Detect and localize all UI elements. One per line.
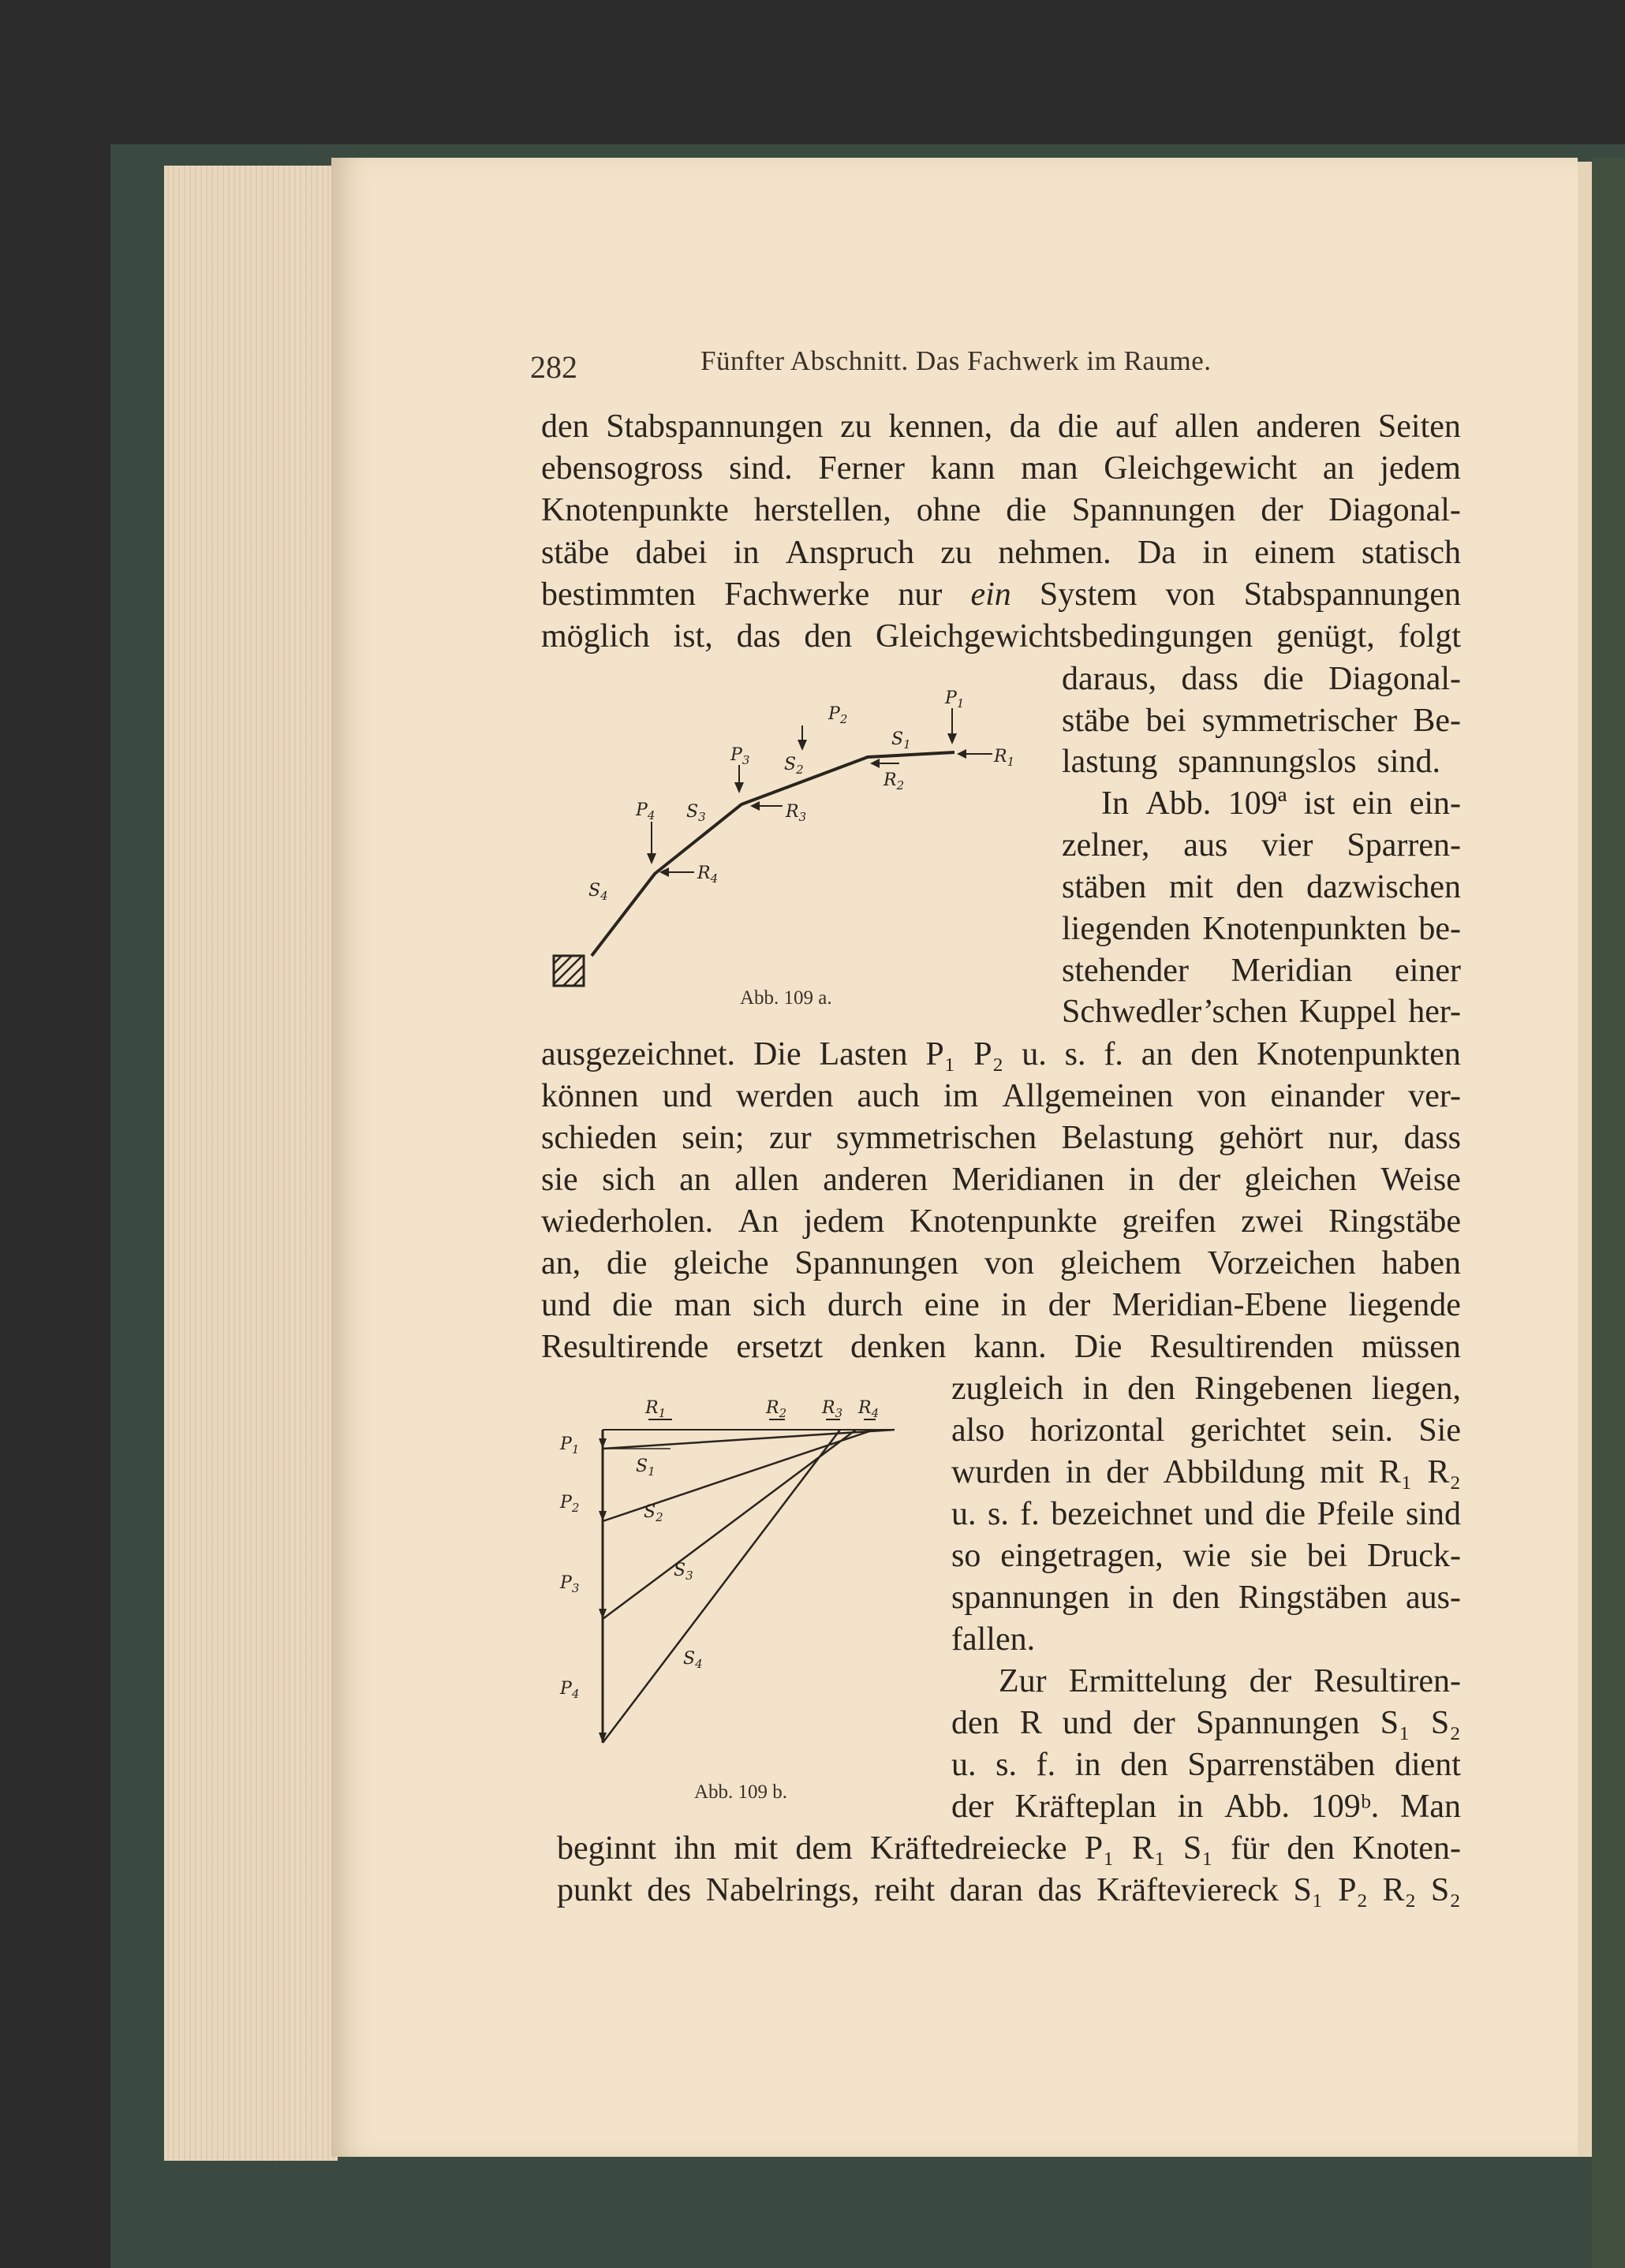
text-line: und die man sich durch eine in der Meridian-Ebene liegende (541, 1287, 1461, 1323)
text-line: wiederholen. An jedem Knotenpunkte greifen zwei Ringstäbe (541, 1203, 1461, 1240)
text-line: Schwedler’schen Kuppel her- (1062, 994, 1461, 1030)
fig-a-label: $P_4$ (636, 800, 656, 823)
text-line: schieden sein; zur symmetrischen Belastung gehört nur, dass (541, 1120, 1461, 1156)
text-line: lastung spannungslos sind. (1062, 744, 1440, 780)
text-line: punkt des Nabelrings, reiht daran das Kräfteviereck S₁ P₂ R₂ S₂ (557, 1872, 1461, 1908)
fig-b-label: $S_3$ (674, 1561, 693, 1583)
text-line: ausgezeichnet. Die Lasten P₁ P₂ u. s. f. an den Knotenpunkten (541, 1036, 1461, 1072)
text-line: Resultirende ersetzt denken kann. Die Resultirenden müssen (541, 1329, 1461, 1365)
text-line: liegenden Knotenpunkten be- (1062, 911, 1461, 947)
text-line: Knotenpunkte herstellen, ohne die Spannungen der Diagonal- (541, 492, 1461, 528)
text-line: ebensogross sind. Ferner kann man Gleichgewicht an jedem (541, 450, 1461, 487)
text-line: wurden in der Abbildung mit R₁ R₂ (951, 1454, 1461, 1490)
text-line: Zur Ermittelung der Resultiren- (999, 1663, 1461, 1699)
page-number: 282 (530, 349, 577, 385)
fig-a-label: $S_3$ (686, 802, 706, 824)
text-line: u. s. f. in den Sparrenstäben dient (951, 1747, 1461, 1783)
running-head: Fünfter Abschnitt. Das Fachwerk im Raume. (700, 345, 1212, 376)
text-line: den Stabspannungen zu kennen, da die auf allen anderen Seiten (541, 408, 1461, 445)
text-line: also horizontal gerichtet sein. Sie (951, 1412, 1461, 1449)
text-line: stehender Meridian einer (1062, 953, 1461, 989)
text-line: spannungen in den Ringstäben aus- (951, 1580, 1461, 1616)
figure-109a-caption: Abb. 109 a. (740, 987, 832, 1009)
text-line: an, die gleiche Spannungen von gleichem Vorzeichen haben (541, 1245, 1461, 1281)
fig-b-label: $S_1$ (636, 1457, 656, 1479)
book-cover-right-edge (1592, 158, 1625, 2268)
fig-a-label: $P_2$ (828, 704, 848, 726)
text-line: stäbe bei symmetrischer Be- (1062, 703, 1461, 739)
fig-b-label: $R_2$ (766, 1398, 787, 1420)
text-line: den R und der Spannungen S₁ S₂ (951, 1705, 1461, 1741)
page-stack-edges (164, 166, 338, 2161)
text-line: stäben mit den dazwischen (1062, 869, 1461, 905)
figure-109b-caption: Abb. 109 b. (694, 1781, 788, 1803)
fig-b-label: $P_1$ (560, 1434, 580, 1457)
fig-a-label: $R_3$ (786, 802, 807, 824)
fig-a-label: $P_1$ (945, 688, 965, 711)
fig-b-label: $R_1$ (645, 1398, 667, 1420)
text-line: der Kräfteplan in Abb. 109ᵇ. Man (951, 1789, 1461, 1825)
fig-a-label: $R_4$ (697, 864, 719, 886)
fig-a-label: $S_2$ (784, 755, 804, 777)
fig-b-label: $R_4$ (858, 1398, 880, 1420)
text-line: sie sich an allen anderen Meridianen in der gleichen Weise (541, 1162, 1461, 1198)
text-line: möglich ist, das den Gleichgewichtsbedingungen genügt, folgt (541, 618, 1461, 655)
text-line: stäbe dabei in Anspruch zu nehmen. Da in einem statisch (541, 535, 1461, 571)
fig-a-label: $S_1$ (891, 729, 911, 752)
text-line: bestimmten Fachwerke nur ein System von Stabspannungen (541, 576, 1461, 613)
figure-109a (536, 678, 1041, 1025)
text-line: so eingetragen, wie sie bei Druck- (951, 1538, 1461, 1574)
fig-a-label: $S_4$ (588, 881, 608, 903)
fig-b-label: $S_4$ (683, 1649, 703, 1671)
text-line: zugleich in den Ringebenen liegen, (951, 1371, 1461, 1407)
fig-b-label: $S_2$ (644, 1502, 663, 1524)
text-line: In Abb. 109ª ist ein ein- (1101, 785, 1461, 822)
fig-b-label: $P_3$ (560, 1573, 580, 1595)
text-line: können und werden auch im Allgemeinen von einander ver- (541, 1078, 1461, 1114)
fig-b-label: $R_3$ (822, 1398, 843, 1420)
text-line: u. s. f. bezeichnet und die Pfeile sind (951, 1496, 1461, 1532)
text-line: beginnt ihn mit dem Kräftedreiecke P₁ R₁ S₁ für den Knoten- (557, 1830, 1461, 1867)
right-page-leaf (1578, 162, 1592, 2157)
fig-b-label: $P_4$ (560, 1679, 580, 1701)
text-line: fallen. (951, 1621, 1036, 1658)
fig-a-label: $P_3$ (730, 745, 750, 767)
fig-b-label: $P_2$ (560, 1493, 580, 1515)
figure-109b (544, 1388, 954, 1790)
text-line: daraus, dass die Diagonal- (1062, 661, 1461, 697)
text-line: zelner, aus vier Sparren- (1062, 827, 1461, 864)
fig-a-label: $R_2$ (883, 770, 905, 793)
fig-a-label: $R_1$ (994, 747, 1015, 769)
